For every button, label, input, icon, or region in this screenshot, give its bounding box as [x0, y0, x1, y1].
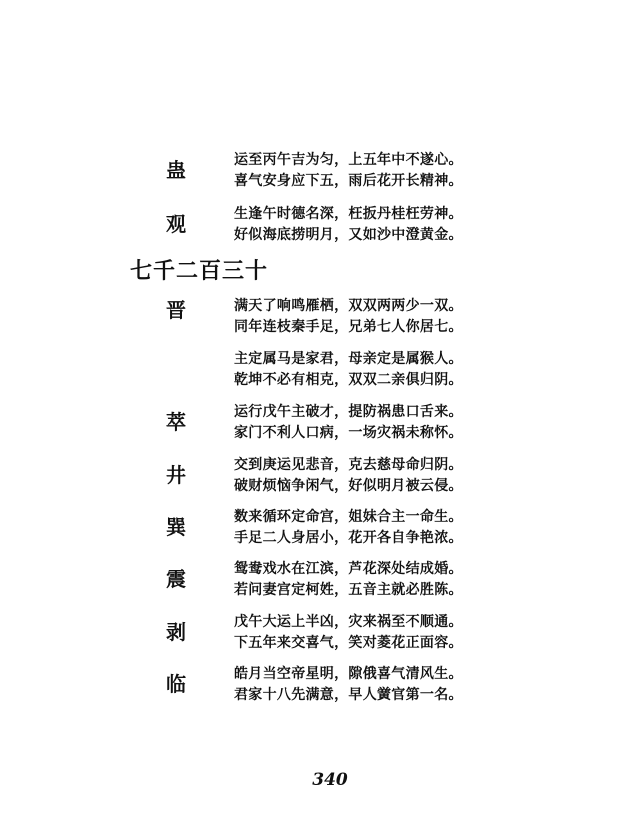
verse-line: 交到庚运见悲音，克去慈母命归阴。 — [234, 457, 463, 473]
verse-line: 喜气安身应下五，雨后花开长精神。 — [234, 173, 463, 189]
hexagram-label: 临 — [166, 672, 186, 696]
verse-line: 鸳鸯戏水在江滨，芦花深处结成婚。 — [234, 561, 463, 577]
verse-line: 运至丙午吉为匀，上五年中不遂心。 — [234, 152, 463, 168]
verse-line: 君家十八先满意，早人黉官第一名。 — [234, 687, 463, 703]
verse — [234, 204, 634, 246]
hexagram-label: 震 — [166, 567, 186, 591]
verse-line: 若问妻宫定柯姓，五音主就必胜陈。 — [234, 582, 463, 598]
verse — [234, 664, 634, 706]
verse-line: 下五年来交喜气，笑对菱花正面容。 — [234, 635, 463, 651]
verse-line: 戊午大运上半凶，灾来祸至不顺通。 — [234, 614, 463, 630]
verse — [234, 296, 634, 338]
verse — [234, 612, 634, 654]
hexagram-label: 晋 — [166, 298, 186, 322]
verse — [234, 507, 634, 549]
page-number: 340 — [312, 770, 348, 790]
verse-line: 破财烦恼争闲气，好似明月被云侵。 — [234, 478, 463, 494]
verse-line: 生逢午时德名深，枉扳丹桂枉劳神。 — [234, 206, 463, 222]
section-heading: 七千二百三十 — [130, 258, 269, 284]
hexagram-label: 萃 — [166, 410, 186, 434]
verse-line: 运行戊午主破才，提防祸患口舌来。 — [234, 404, 463, 420]
verse-line: 家门不利人口病，一场灾祸未称怀。 — [234, 425, 463, 441]
verse-line: 数来循环定命宫，姐妹合主一命生。 — [234, 509, 463, 525]
verse — [234, 559, 634, 601]
verse-line: 好似海底捞明月，又如沙中澄黄金。 — [234, 227, 463, 243]
verse-line: 主定属马是家君，母亲定是属猴人。 — [234, 351, 463, 367]
verse-line: 乾坤不必有相克，双双二亲俱归阴。 — [234, 372, 463, 388]
verse — [234, 349, 634, 391]
hexagram-label: 剥 — [166, 620, 186, 644]
hexagram-label: 观 — [166, 212, 186, 236]
verse-line: 手足二人身居小，花开各自争艳浓。 — [234, 530, 463, 546]
hexagram-label: 蛊 — [166, 158, 186, 182]
hexagram-label: 井 — [166, 463, 186, 487]
verse-line: 皓月当空帝星明，隙俄喜气清风生。 — [234, 666, 463, 682]
verse-line: 满天了响鸣雁栖，双双两两少一双。 — [234, 298, 463, 314]
verse-line: 同年连枝秦手足，兄弟七人你居七。 — [234, 319, 463, 335]
verse — [234, 150, 634, 192]
verse — [234, 402, 634, 444]
verse — [234, 455, 634, 497]
hexagram-label: 巽 — [166, 515, 186, 539]
